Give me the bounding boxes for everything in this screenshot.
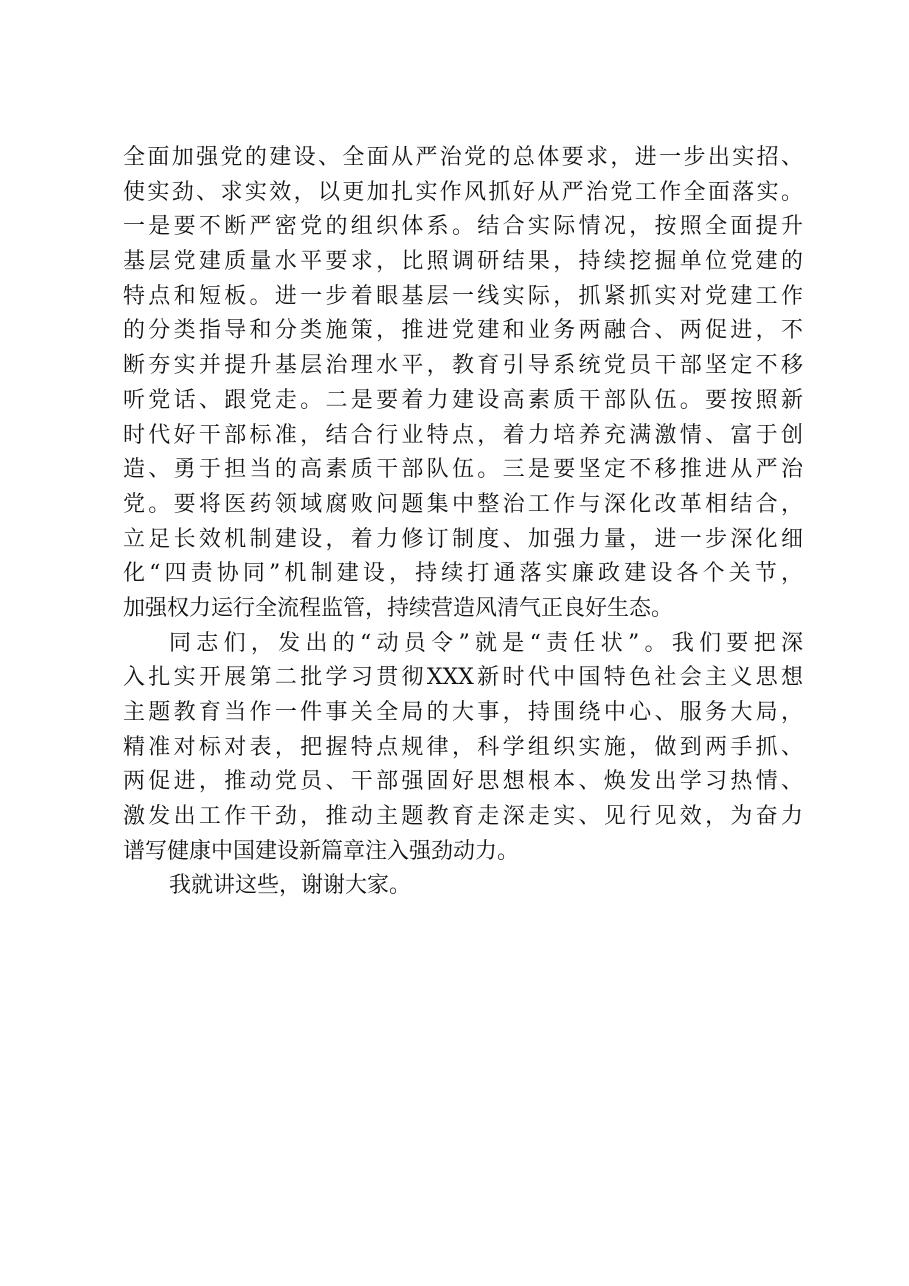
- text-line: 加强权力运行全流程监管，持续营造风清气正良好生态。: [123, 595, 674, 621]
- text-line: 听党话、跟党走。二是要着力建设高素质干部队伍。要按照新: [123, 387, 803, 413]
- text-line: 基层党建质量水平要求，比照调研结果，持续挖掘单位党建的: [123, 249, 803, 275]
- text-line: 精准对标对表，把握特点规律，科学组织实施，做到两手抓、: [123, 734, 803, 760]
- text-line: 特点和短板。进一步着眼基层一线实际，抓紧抓实对党建工作: [123, 283, 803, 309]
- text-line: 激发出工作干劲，推动主题教育走深走实、见行见效，为奋力: [123, 804, 803, 830]
- text-line: 时代好干部标准，结合行业特点，着力培养充满激情、富于创: [123, 422, 803, 448]
- text-line: 化“四责协同”机制建设，持续打通落实廉政建设各个关节，: [123, 561, 803, 587]
- text-line: 谱写健康中国建设新篇章注入强劲动力。: [123, 838, 520, 864]
- text-line-indented: 同志们，发出的“动员令”就是“责任状”。我们要把深: [169, 630, 803, 656]
- text-line: 立足长效机制建设，着力修订制度、加强力量，进一步深化细: [123, 526, 803, 552]
- text-line: 全面加强党的建设、全面从严治党的总体要求，进一步出实招、: [123, 145, 803, 170]
- text-line: 主题教育当作一件事关全局的大事，持围绕中心、服务大局，: [123, 700, 803, 725]
- text-line: 造、勇于担当的高素质干部队伍。三是要坚定不移推进从严治: [123, 457, 803, 483]
- text-line: 使实劲、求实效，以更加扎实作风抓好从严治党工作全面落实。: [123, 179, 803, 205]
- text-line: 党。要将医药领域腐败问题集中整治工作与深化改革相结合，: [123, 491, 803, 517]
- text-line: 入扎实开展第二批学习贯彻XXX新时代中国特色社会主义思想: [123, 665, 803, 691]
- text-line: 的分类指导和分类施策，推进党建和业务两融合、两促进，不: [123, 318, 803, 344]
- closing-line: 我就讲这些，谢谢大家。: [169, 873, 412, 899]
- text-line: 断夯实并提升基层治理水平，教育引导系统党员干部坚定不移: [123, 353, 803, 379]
- text-line: 两促进，推动党员、干部强固好思想根本、焕发出学习热情、: [123, 769, 803, 795]
- text-line: 一是要不断严密党的组织体系。结合实际情况，按照全面提升: [123, 214, 803, 240]
- document-body: [123, 141, 803, 904]
